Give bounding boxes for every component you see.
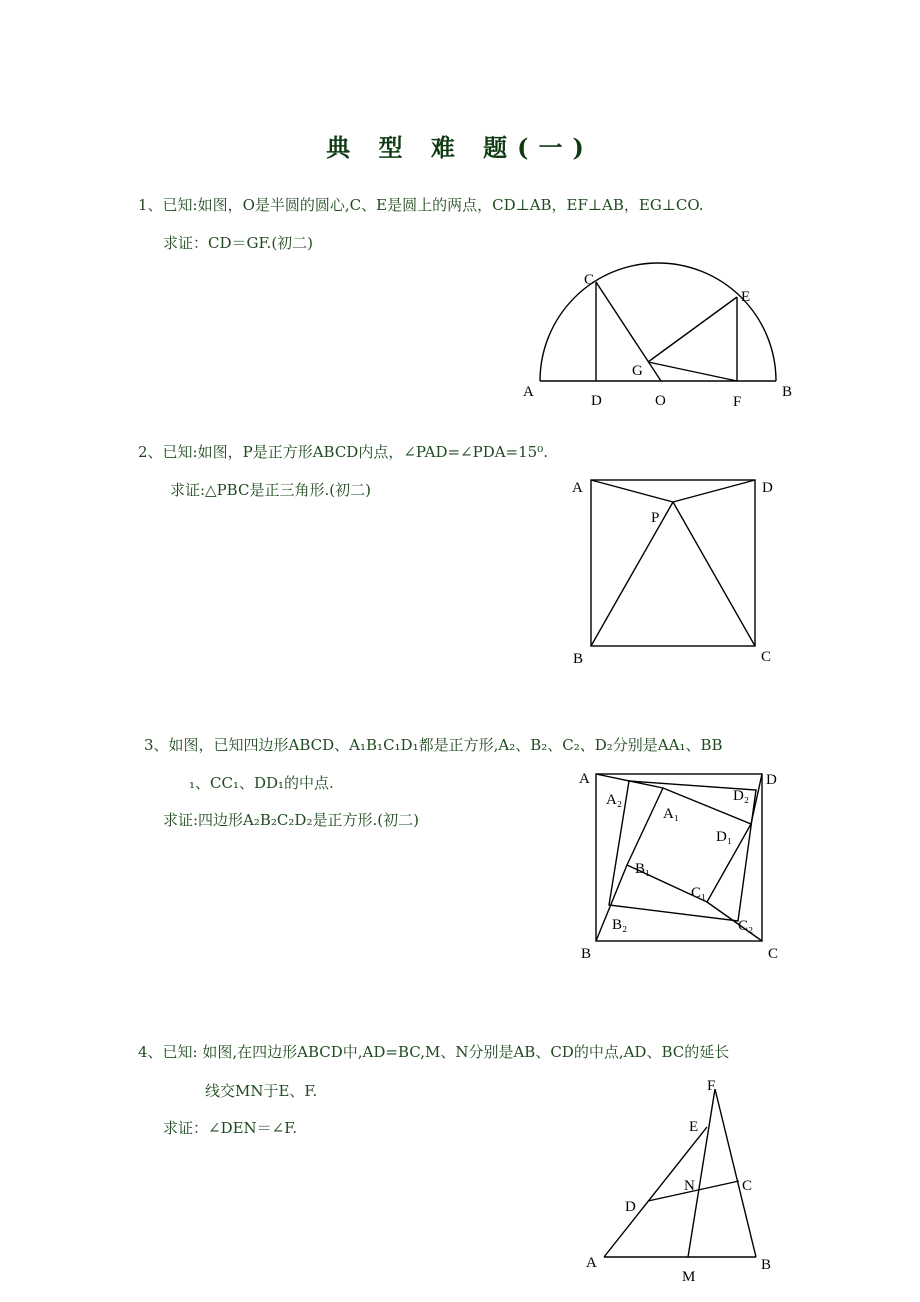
- label-d: D: [591, 393, 602, 409]
- problem-3-statement-cont: ₁、CC₁、DD₁的中点.: [189, 774, 334, 792]
- label-b: B: [782, 384, 793, 400]
- label-c: C: [761, 649, 772, 665]
- label-c2: C₂: [738, 918, 754, 934]
- label-d: D: [766, 772, 777, 788]
- problem-3-prove: 求证:四边形A₂B₂C₂D₂是正方形.(初二): [163, 811, 419, 829]
- label-g: G: [632, 363, 643, 379]
- label-a: A: [572, 480, 583, 496]
- label-a2: A₂: [606, 792, 623, 808]
- label-d1: D₁: [716, 829, 733, 845]
- label-o: O: [655, 393, 666, 409]
- label-b: B: [761, 1257, 772, 1273]
- label-f: F: [707, 1078, 716, 1094]
- problem-4-prove: 求证：∠DEN＝∠F.: [163, 1119, 298, 1137]
- label-f: F: [733, 394, 742, 410]
- problem-2-statement: 2、已知:如图，P是正方形ABCD内点，∠PAD=∠PDA=15⁰.: [138, 443, 548, 461]
- label-a: A: [579, 771, 590, 787]
- label-n: N: [684, 1178, 695, 1194]
- label-c1: C₁: [691, 885, 707, 901]
- problem-3-statement: 3、如图，已知四边形ABCD、A₁B₁C₁D₁都是正方形,A₂、B₂、C₂、D₂分别是AA₁、BB: [144, 736, 723, 754]
- label-d2: D₂: [733, 788, 750, 804]
- label-a1: A₁: [663, 806, 680, 822]
- problem-4-statement-cont: 线交MN于E、F.: [205, 1082, 318, 1100]
- label-c: C: [742, 1178, 753, 1194]
- label-b: B: [581, 946, 592, 962]
- label-d: D: [625, 1199, 636, 1215]
- line-bf-extended: [715, 1089, 756, 1257]
- label-c: C: [768, 946, 779, 962]
- label-a: A: [586, 1255, 597, 1271]
- label-m: M: [682, 1269, 696, 1285]
- label-b2: B₂: [612, 917, 628, 933]
- label-e: E: [689, 1119, 699, 1135]
- label-d: D: [762, 480, 773, 496]
- problem-1-statement: 1、已知:如图，O是半圆的圆心,C、E是圆上的两点，CD⊥AB，EF⊥AB，EG⊥CO.: [138, 196, 704, 214]
- label-b1: B₁: [635, 861, 651, 877]
- problem-4-statement: 4、已知: 如图,在四边形ABCD中,AD=BC,M、N分别是AB、CD的中点,AD、BC的延长: [138, 1043, 730, 1061]
- label-a: A: [523, 384, 534, 400]
- segment-mf: [688, 1089, 715, 1257]
- label-b: B: [573, 651, 584, 667]
- problem-1-prove: 求证：CD＝GF.(初二): [163, 234, 314, 252]
- problem-2-prove: 求证:△PBC是正三角形.(初二): [170, 481, 371, 499]
- page-title: 典 型 难 题(一): [326, 133, 594, 162]
- label-p: P: [651, 510, 660, 526]
- label-e: E: [741, 289, 751, 305]
- label-c: C: [584, 272, 595, 288]
